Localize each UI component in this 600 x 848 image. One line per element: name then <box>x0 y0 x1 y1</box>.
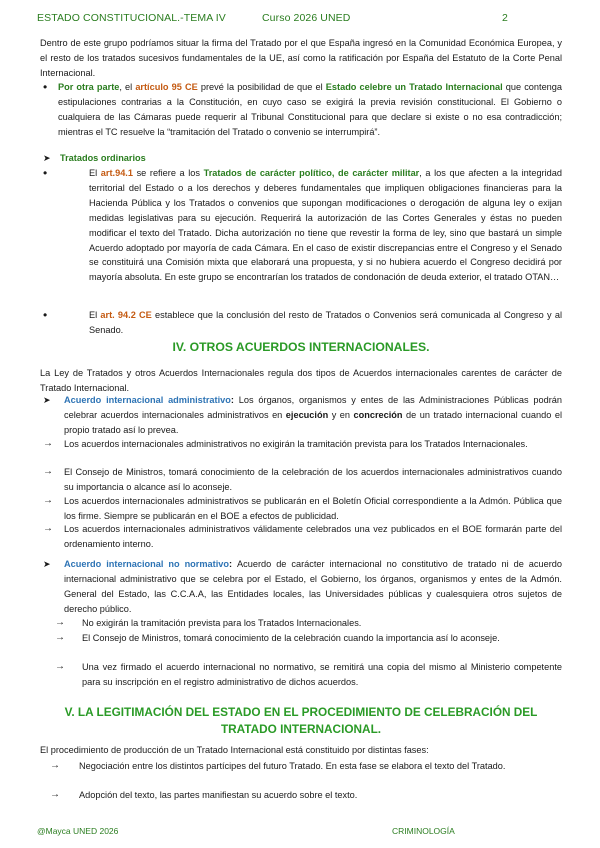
admin-agreement-paragraph: Acuerdo internacional administrativo: Los órganos, organismos y entes de las Administraciones Públicas podrán celebrar acuerdos internacionales administrativos en ejecución y en concreción de un tratado internacional cuando el propio tratado así lo prevea. <box>64 395 562 435</box>
footer-subject: CRIMINOLOGÍA <box>392 826 455 836</box>
art95-emphasis: Estado celebre un Tratado Internacional <box>325 82 503 92</box>
admin-agreement-title: Acuerdo internacional administrativo <box>64 395 231 405</box>
admin-item-4: Los acuerdos internacionales administrativos válidamente celebrados una vez publicados en el BOE formarán parte del ordenamiento interno. <box>64 524 562 549</box>
phase-item-2: Adopción del texto, las partes manifiestan su acuerdo sobre el texto. <box>79 790 358 800</box>
admin-item-3: Los acuerdos internacionales administrativos se publicarán en el Boletín Oficial correspondiente a la Admón. Pública que los firme. Siempre se publicarán en el BOE a efectos de publicidad. <box>64 496 562 521</box>
nonorm-item-3: Una vez firmado el acuerdo internacional no normativo, se remitirá una copia del mismo al Ministerio competente para su inscripción en el registro administrativo de dichos acuerdos. <box>82 662 562 687</box>
arrow-icon: → <box>55 617 65 628</box>
arrow-icon: → <box>43 523 53 534</box>
section4-title: IV. OTROS ACUERDOS INTERNACIONALES. <box>172 340 430 354</box>
section5-intro: El procedimiento de producción de un Tratado Internacional está constituido por distintas fases: <box>40 745 429 755</box>
section4-intro: La Ley de Tratados y otros Acuerdos Internacionales regula dos tipos de Acuerdos internacionales carentes de carácter de Tratado Internacional. <box>40 368 562 393</box>
admin-item-1: Los acuerdos internacionales administrativos no exigirán la tramitación prevista para los Tratados Internacionales. <box>64 439 528 449</box>
ordinarios-heading: Tratados ordinarios <box>60 153 146 163</box>
footer-author: @Mayca UNED 2026 <box>37 826 119 836</box>
arrow-icon: → <box>43 438 53 449</box>
arrow-icon: → <box>50 760 60 771</box>
art95-paragraph: Por otra parte, el artículo 95 CE prevé la posibilidad de que el Estado celebre un Tratado Internacional que contenga estipulaciones contrarias a la Constitución, en cuyo caso se exigirá la previa revisión constitucional. El Gobierno o cualquiera de las Cámaras puede requerir al Tribunal Constitucional para que declare si existe o no esa contradicción; mientras el TC resuelve la “tramitación del Tratado o convenio se interrumpirá”. <box>58 82 563 137</box>
arrow-icon: → <box>43 495 53 506</box>
arrow-icon: → <box>43 466 53 477</box>
intro-paragraph: Dentro de este grupo podríamos situar la firma del Tratado por el que España ingresó en la Comunidad Económica Europea, y el resto de los tratados sucesivos fundamentales de la UE, así como la ratificación por España del Estatuto de la Corte Penal Internacional. <box>40 38 562 78</box>
diamond-icon: ➤ <box>43 153 51 163</box>
nonorm-agreement-title: Acuerdo internacional no normativo <box>64 559 229 569</box>
diamond-icon: ➤ <box>43 395 51 405</box>
arrow-icon: → <box>55 632 65 643</box>
bullet-icon: • <box>43 80 48 94</box>
nonorm-item-2: El Consejo de Ministros, tomará conocimiento de la celebración cuando la importancia así lo aconseje. <box>82 633 500 643</box>
header-page-number: 2 <box>502 12 508 24</box>
art95-lead: Por otra parte <box>58 82 120 92</box>
arrow-icon: → <box>55 661 65 672</box>
admin-item-2: El Consejo de Ministros, tomará conocimiento de la celebración de los acuerdos internacionales administrativos cuando su importancia o alcance así lo aconseje. <box>64 467 562 492</box>
header-title: ESTADO CONSTITUCIONAL.-TEMA IV <box>37 12 226 24</box>
nonorm-item-1: No exigirán la tramitación prevista para los Tratados Internacionales. <box>82 618 362 628</box>
arrow-icon: → <box>50 789 60 800</box>
art95-ref: artículo 95 CE <box>135 82 198 92</box>
diamond-icon: ➤ <box>43 559 51 569</box>
bullet-icon: • <box>43 308 48 322</box>
header-course: Curso 2026 UNED <box>262 12 351 24</box>
art942-ref: art. 94.2 CE <box>100 310 152 320</box>
art941-ref: art.94.1 <box>100 168 133 178</box>
nonorm-agreement-paragraph: Acuerdo internacional no normativo: Acuerdo de carácter internacional no constitutivo de tratado ni de acuerdo internacional administrativo que se celebra por el Estado, el Gobierno, los órganos, organismos y entes de la Admón. General del Estado, las C.C.A.A, las Entidades locales, las Universidades públicas y cualesquiera otros sujetos de derecho público. <box>64 559 562 614</box>
art941-emphasis: Tratados de carácter político, de carácter militar <box>203 168 420 178</box>
phase-item-1: Negociación entre los distintos partícipes del futuro Tratado. En esta fase se elabora el texto del Tratado. <box>79 761 506 771</box>
art942-paragraph: El art. 94.2 CE establece que la conclusión del resto de Tratados o Convenios será comunicada al Congreso y al Senado. <box>89 310 562 335</box>
section5-title: V. LA LEGITIMACIÓN DEL ESTADO EN EL PROCEDIMIENTO DE CELEBRACIÓN DEL TRATADO INTERNACIONAL. <box>64 705 538 736</box>
bullet-icon: • <box>43 166 48 180</box>
art941-paragraph: El art.94.1 se refiere a los Tratados de carácter político, de carácter militar, a los que afecten a la integridad territorial del Estado o a los derechos y deberes fundamentales que impliquen obligaciones financieras para la Hacienda Pública y los Tratados o convenios que supongan modificaciones o derogación de alguna ley o exijan medidas legislativas para su ejecución. Requerirá la autorización de las Cortes Generales y éstas no pueden modificar el texto del Tratado. Dicha autorización no tiene que revestir la forma de ley, sino que bastará un simple Acuerdo adoptado por mayoría de cada Cámara. En el caso de existir discrepancias entre el Congreso y el Senado se constituirá una Comisión mixta que elaborará una propuesta, y si no hubiera acuerdo el Congreso decidirá por mayoría absoluta. En este grupo se encontrarían los tratados de condonación de deuda exterior, el tratado OTAN… <box>89 168 562 283</box>
